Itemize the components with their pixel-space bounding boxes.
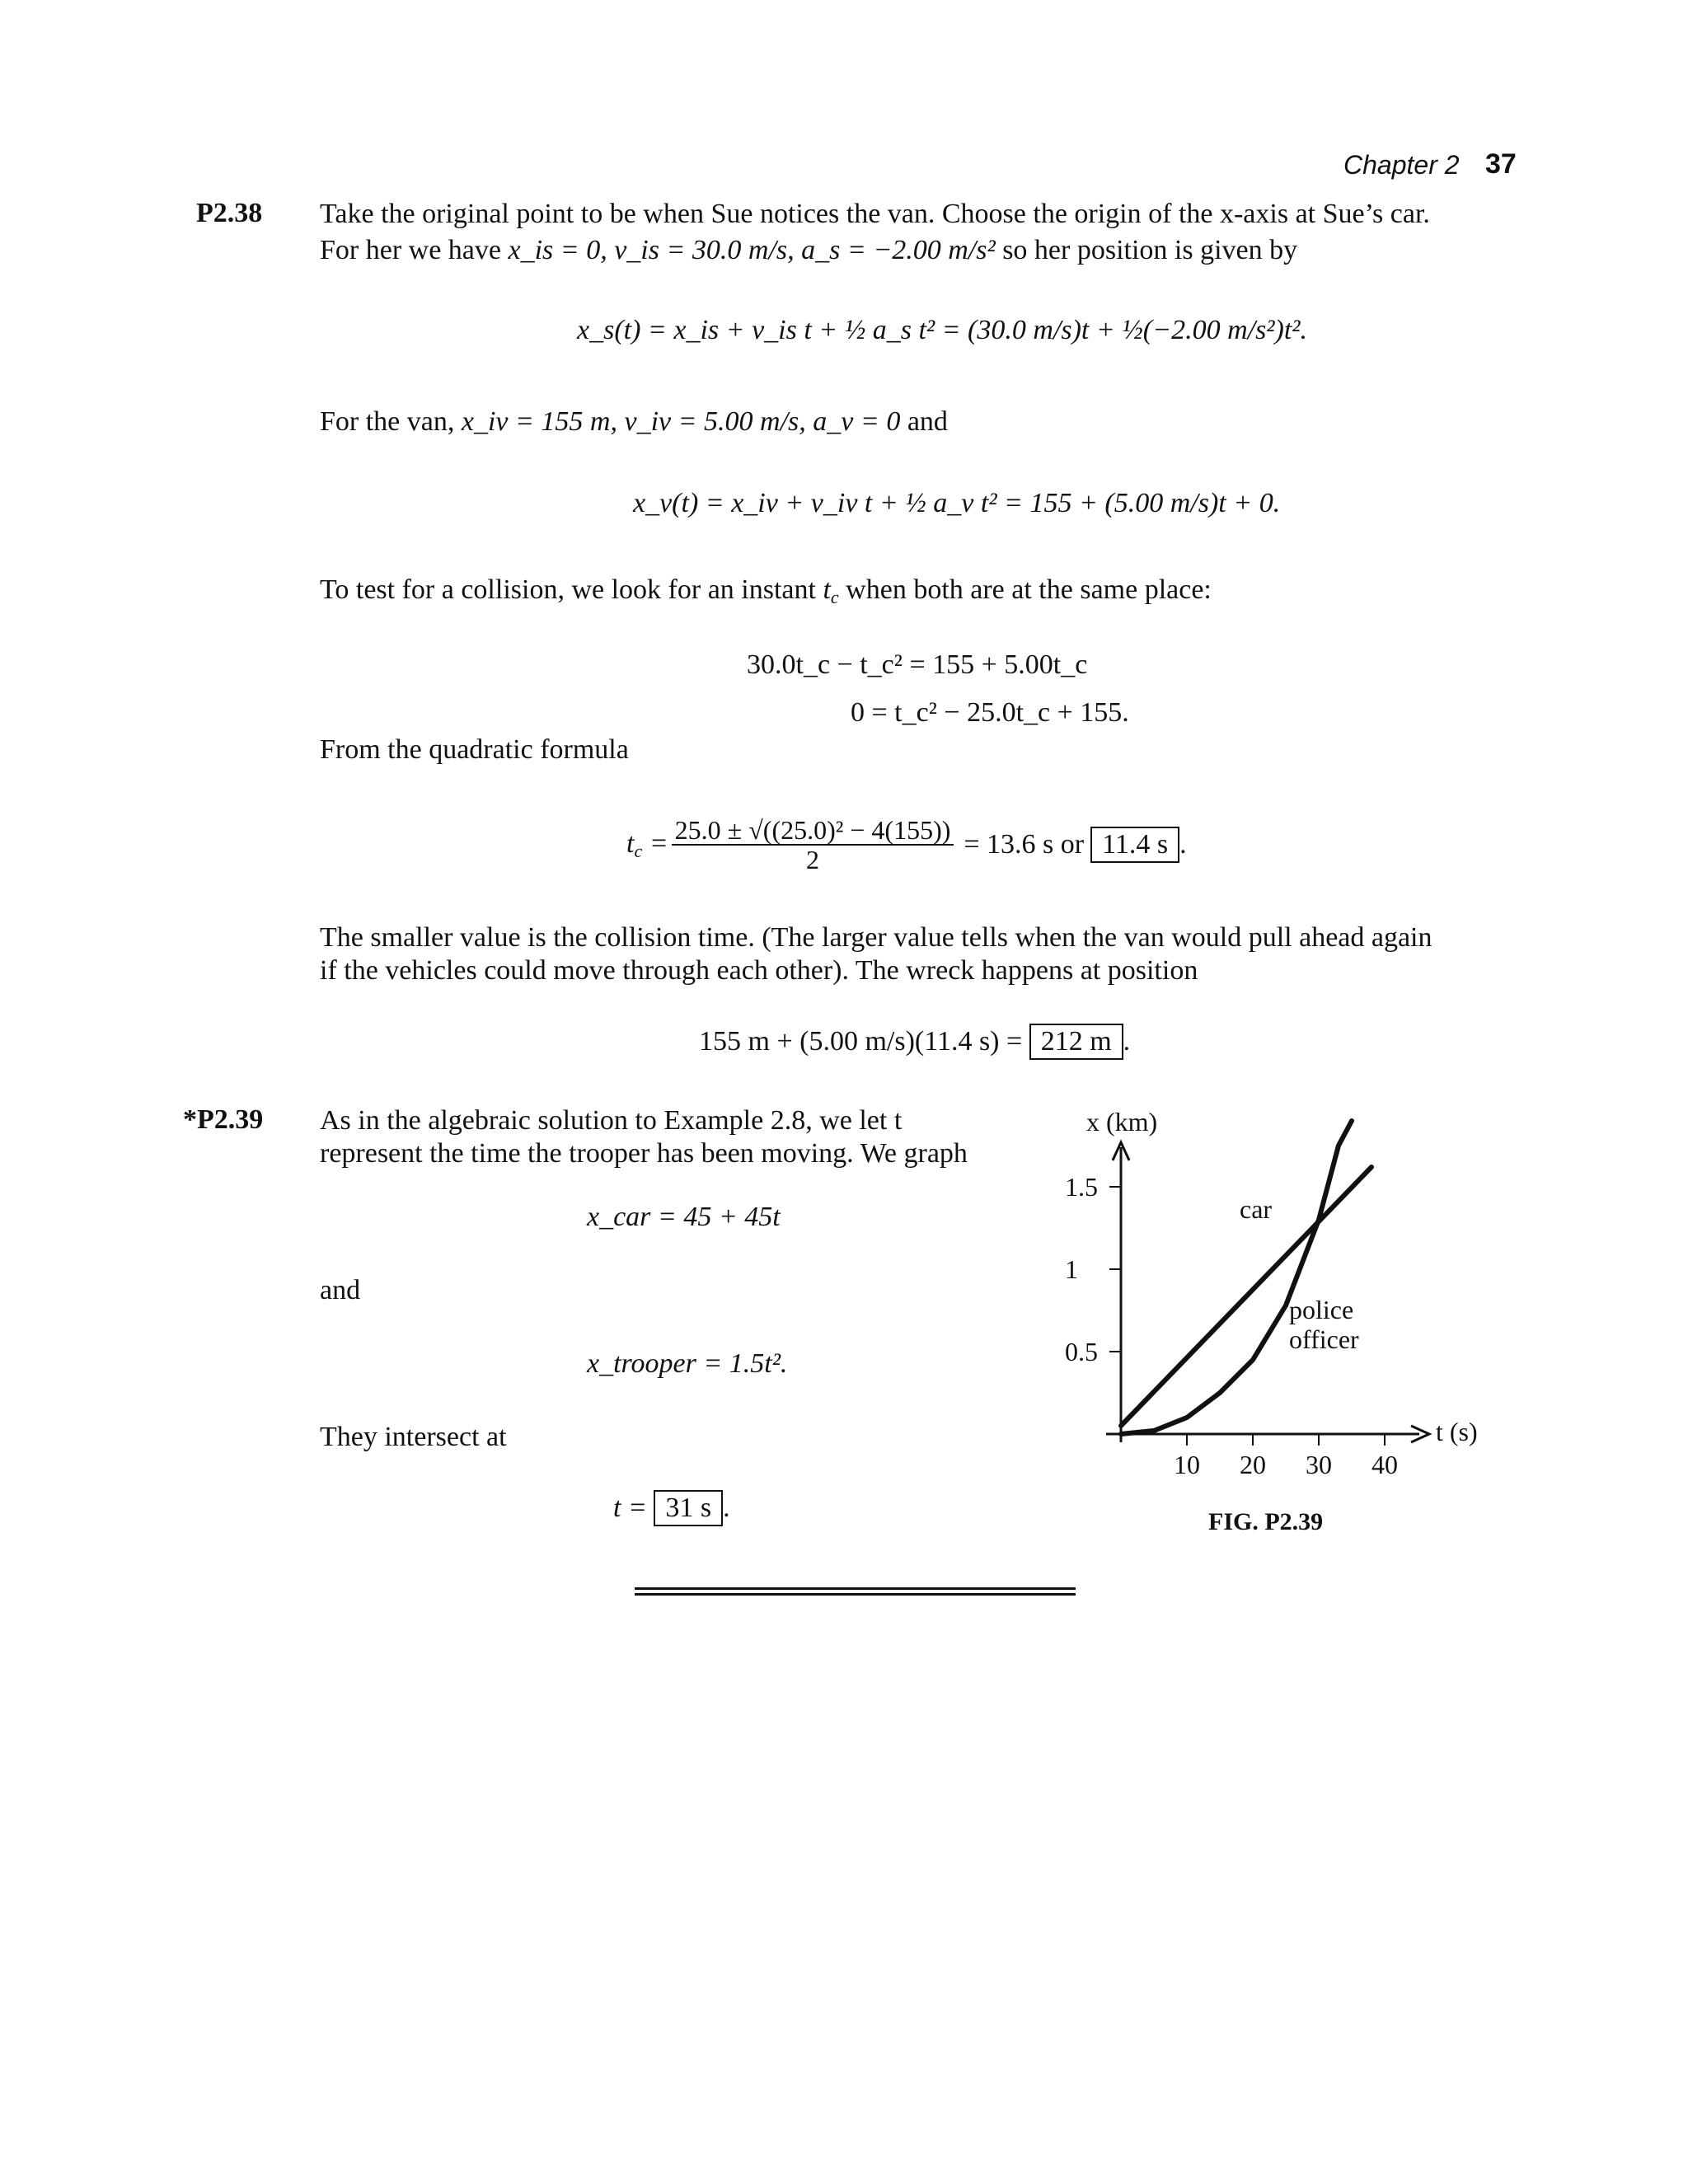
van-line <box>320 405 948 438</box>
t-symbol: t = <box>613 1493 647 1523</box>
problem-label-p239: *P2.39 <box>183 1104 264 1135</box>
quadratic-numerator: 25.0 ± √((25.0)² − 4(155)) <box>672 816 954 846</box>
and-text: and <box>320 1275 361 1305</box>
tc-symbol: $t_c$ <box>823 574 839 607</box>
chapter-label: Chapter 2 <box>1343 150 1460 180</box>
quadratic-fraction <box>672 816 954 874</box>
answer-box-time: 11.4 s <box>1090 827 1179 863</box>
equation-sue-position: x_s(t) = x_is + v_is t + ½ a_s t² = (30.0 m/s)t + ½(−2.00 m/s²)t². <box>577 315 1307 345</box>
y-axis-label: x (km) <box>1086 1107 1158 1137</box>
answer-box-intersect: 31 s <box>654 1490 723 1526</box>
intersect-equation: t = 31 s . <box>613 1490 730 1526</box>
p238-line2-post: so her position is given by <box>1002 235 1298 265</box>
equation-collision-2: 0 = t_c² − 25.0t_c + 155. <box>851 697 1129 728</box>
collision-pre: To test for a collision, we look for an instant <box>320 574 816 605</box>
y-tick-label: 1.5 <box>1065 1172 1098 1202</box>
equation-collision-1: 30.0t_c − t_c² = 155 + 5.00t_c <box>747 649 1088 680</box>
van-post: and <box>907 406 948 437</box>
figure-p239-chart <box>1055 1096 1492 1483</box>
figure-caption: FIG. P2.39 <box>1208 1508 1324 1535</box>
x-tick-label: 10 <box>1174 1450 1200 1479</box>
van-pre: For the van, <box>320 406 455 437</box>
van-vals: x_iv = 155 m, v_iv = 5.00 m/s, a_v = 0 <box>461 406 901 437</box>
p238-line1: Take the original point to be when Sue notices the van. Choose the origin of the x-axis at Sue’s car. <box>320 199 1430 229</box>
quadratic-denominator: 2 <box>806 845 820 874</box>
quadratic-equation: $t_c$ = $\frac{\text{25.0 ± √((25.0)² − 4(155))}}{2}$ = 13.6 s or 11.4 s . <box>626 815 1187 874</box>
p239-text-2: represent the time the trooper has been moving. We graph <box>320 1138 968 1169</box>
x-axis-label: t (s) <box>1436 1417 1478 1446</box>
intersect-text: They intersect at <box>320 1422 507 1452</box>
y-tick-label: 1 <box>1065 1254 1078 1284</box>
equation-van-position: x_v(t) = x_iv + v_iv t + ½ a_v t² = 155 + (5.00 m/s)t + 0. <box>633 488 1281 518</box>
police-label-2: officer <box>1289 1324 1359 1354</box>
collision-line <box>320 574 1212 614</box>
position-equation: 155 m + (5.00 m/s)(11.4 s) = 212 m . <box>699 1024 1130 1060</box>
x-tick-label: 30 <box>1306 1450 1332 1479</box>
section-end-rule <box>635 1587 1076 1596</box>
quadratic-text: From the quadratic formula <box>320 734 629 765</box>
problem-label-p238: P2.38 <box>196 198 263 228</box>
x-tick-label: 40 <box>1372 1450 1398 1479</box>
collision-post: when both are at the same place: <box>846 574 1212 605</box>
smaller-text-1: The smaller value is the collision time. (The larger value tells when the van would pull ahead again <box>320 922 1432 953</box>
equation-car: x_car = 45 + 45t <box>587 1202 781 1232</box>
p239-text-1: As in the algebraic solution to Example 2.8, we let t <box>320 1105 903 1136</box>
tc-lhs: $t_c$ = <box>626 827 668 861</box>
p238-line2 <box>320 234 1297 267</box>
p238-line2-vals: x_is = 0, v_is = 30.0 m/s, a_s = −2.00 m/s² <box>508 235 996 265</box>
p238-line2-pre: For her we have <box>320 235 501 265</box>
position-eq-text: 155 m + (5.00 m/s)(11.4 s) = <box>699 1026 1023 1057</box>
y-tick-label: 0.5 <box>1065 1337 1098 1366</box>
x-tick-label: 20 <box>1240 1450 1266 1479</box>
smaller-text-2: if the vehicles could move through each other). The wreck happens at position <box>320 955 1198 986</box>
car-label: car <box>1240 1194 1273 1224</box>
quadratic-mid: = 13.6 s or <box>964 829 1085 860</box>
police-label-1: police <box>1289 1295 1354 1324</box>
page-number: 37 <box>1485 148 1517 180</box>
equation-trooper: x_trooper = 1.5t². <box>587 1348 788 1379</box>
answer-box-position: 212 m <box>1029 1024 1123 1060</box>
